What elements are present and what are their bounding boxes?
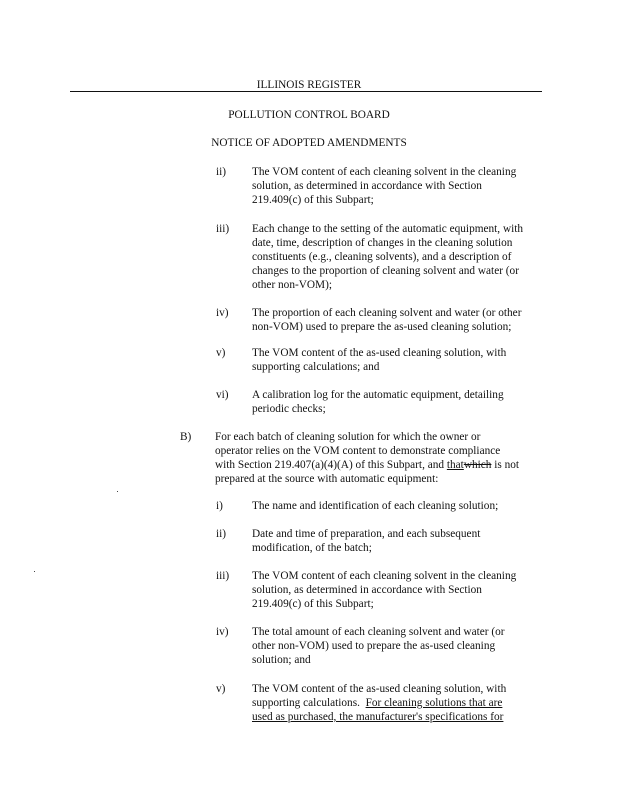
subitem-label: ii) bbox=[216, 528, 227, 540]
subitem-text bbox=[252, 682, 548, 724]
text-line: For each batch of cleaning solution for which the owner or bbox=[215, 431, 481, 443]
text-line: operator relies on the VOM content to demonstrate compliance bbox=[215, 445, 501, 457]
text-line: solution; and bbox=[252, 654, 311, 666]
text-line: periodic checks; bbox=[252, 403, 326, 415]
item-label: iii) bbox=[216, 223, 230, 235]
item-label: vi) bbox=[216, 389, 229, 401]
inserted-text: For cleaning solutions that are bbox=[365, 697, 503, 709]
text-line: The proportion of each cleaning solvent and water (or other bbox=[252, 307, 522, 319]
text-line: 219.409(c) of this Subpart; bbox=[252, 194, 374, 206]
text-line: non-VOM) used to prepare the as-used cleaning solution; bbox=[252, 321, 512, 333]
subitem-label: iii) bbox=[216, 570, 230, 582]
item-text bbox=[252, 306, 548, 334]
text-line: The VOM content of each cleaning solvent in the cleaning bbox=[252, 166, 517, 178]
item-text bbox=[252, 222, 548, 292]
subitem-text bbox=[252, 527, 548, 555]
text-line: solution, as determined in accordance with Section bbox=[252, 584, 482, 596]
item-text bbox=[252, 388, 548, 416]
text-line: other non-VOM); bbox=[252, 279, 333, 291]
text-fragment: is not bbox=[491, 459, 520, 471]
text-line: modification, of the batch; bbox=[252, 542, 372, 554]
deleted-text: which bbox=[463, 459, 492, 471]
text-line: constituents (e.g., cleaning solvents), and a description of bbox=[252, 251, 512, 263]
text-line: prepared at the source with automatic equipment: bbox=[215, 473, 439, 485]
text-line: A calibration log for the automatic equipment, detailing bbox=[252, 389, 504, 401]
subitem-text bbox=[252, 499, 548, 513]
text-line: solution, as determined in accordance with Section bbox=[252, 180, 482, 192]
notice-title: NOTICE OF ADOPTED AMENDMENTS bbox=[211, 137, 407, 149]
text-line-amended bbox=[215, 458, 545, 472]
subitem-label: iv) bbox=[216, 626, 229, 638]
header-rule bbox=[70, 91, 542, 92]
item-text bbox=[252, 346, 548, 374]
subitem-label: v) bbox=[216, 683, 226, 695]
register-title: ILLINOIS REGISTER bbox=[256, 79, 362, 91]
text-line: The VOM content of each cleaning solvent in the cleaning bbox=[252, 570, 517, 582]
text-line: 219.409(c) of this Subpart; bbox=[252, 598, 374, 610]
item-label: v) bbox=[216, 347, 226, 359]
text-line: Date and time of preparation, and each subsequent bbox=[252, 528, 481, 540]
item-label: ii) bbox=[216, 166, 227, 178]
item-label: iv) bbox=[216, 307, 229, 319]
text-line: The total amount of each cleaning solvent and water (or bbox=[252, 626, 505, 638]
text-line: changes to the proportion of cleaning solvent and water (or bbox=[252, 265, 519, 277]
section-label: B) bbox=[180, 431, 192, 443]
text-line: The name and identification of each cleaning solution; bbox=[252, 500, 499, 512]
scan-speck bbox=[34, 571, 35, 572]
text-line: The VOM content of the as-used cleaning solution, with bbox=[252, 347, 507, 359]
subitem-label: i) bbox=[216, 500, 223, 512]
subitem-text bbox=[252, 569, 548, 611]
section-text bbox=[215, 430, 545, 486]
text-fragment: supporting calculations. bbox=[252, 697, 360, 709]
inserted-text: that bbox=[446, 459, 464, 471]
text-line: The VOM content of the as-used cleaning solution, with bbox=[252, 683, 507, 695]
board-title: POLLUTION CONTROL BOARD bbox=[228, 109, 390, 121]
text-line-amended bbox=[252, 696, 548, 710]
text-line: other non-VOM) used to prepare the as-used cleaning bbox=[252, 640, 496, 652]
scan-speck bbox=[117, 491, 118, 492]
text-fragment: with Section 219.407(a)(4)(A) of this Subpart, and bbox=[215, 459, 447, 471]
subitem-text bbox=[252, 625, 548, 667]
text-line: supporting calculations; and bbox=[252, 361, 380, 373]
item-text bbox=[252, 165, 548, 207]
inserted-text: used as purchased, the manufacturer's specifications for bbox=[252, 711, 504, 723]
text-line: Each change to the setting of the automatic equipment, with bbox=[252, 223, 524, 235]
text-line: date, time, description of changes in the cleaning solution bbox=[252, 237, 513, 249]
